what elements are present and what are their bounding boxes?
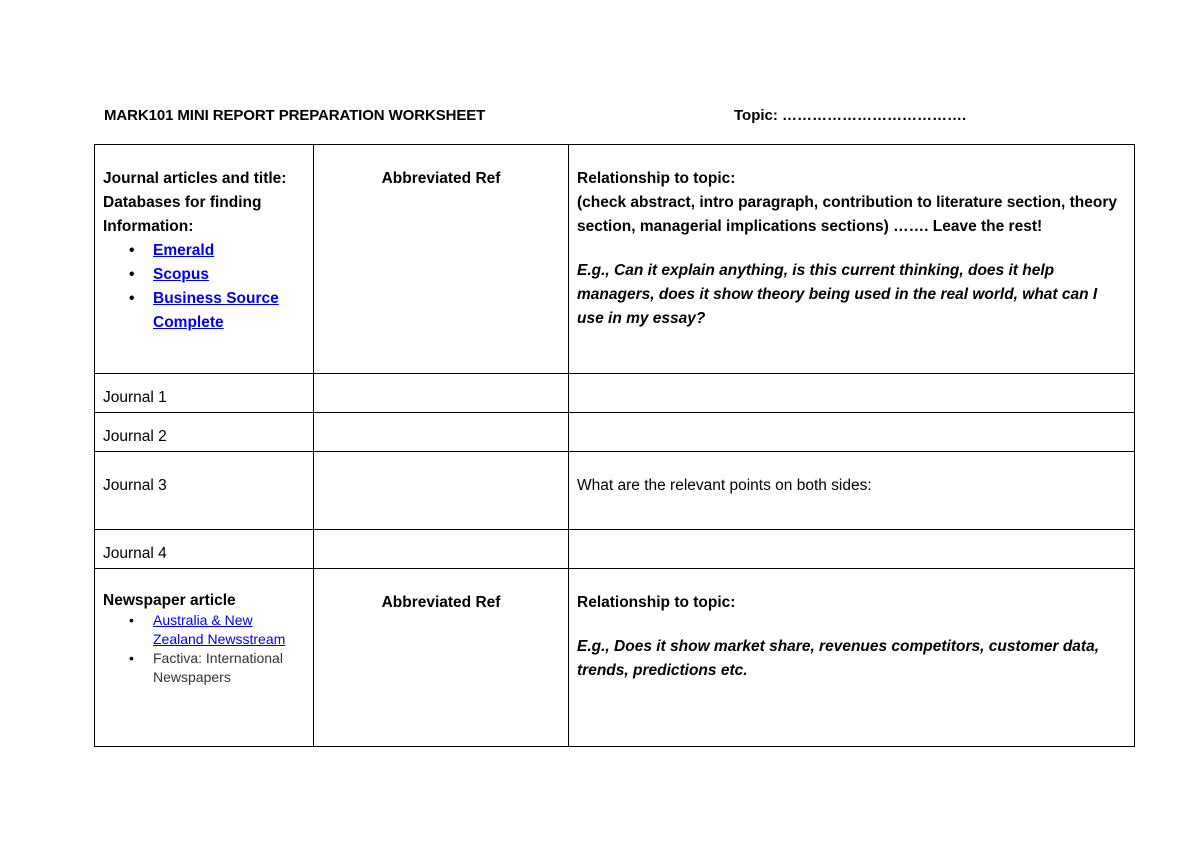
newspaper-heading: Newspaper article (103, 592, 236, 609)
worksheet-table (94, 144, 1134, 746)
journal-relationship-cell[interactable] (569, 530, 1135, 569)
newspaper-relationship-heading: Relationship to topic: (577, 594, 736, 611)
journal-articles-heading: Journal articles and title: (103, 170, 287, 187)
journal-label: Journal 1 (95, 374, 314, 413)
newspaper-source-item (153, 649, 305, 687)
journal-ref-cell[interactable] (314, 413, 569, 452)
relationship-example: E.g., Can it explain anything, is this current thinking, does it help managers, does it show theory being used in the real world, what can I use in my essay? (577, 262, 1098, 327)
journal-ref-cell[interactable] (314, 374, 569, 413)
relationship-heading-cell (569, 145, 1135, 374)
business-source-complete-link[interactable]: Business Source Complete (153, 290, 279, 331)
factiva-source: Factiva: International Newspapers (153, 650, 283, 685)
journal-row (95, 530, 1135, 569)
journal-ref-cell[interactable] (314, 452, 569, 530)
journal-relationship-cell[interactable] (569, 413, 1135, 452)
journal-relationship-cell[interactable] (569, 374, 1135, 413)
journal-row (95, 452, 1135, 530)
emerald-link[interactable]: Emerald (153, 242, 215, 259)
journals-header-cell (95, 145, 314, 374)
newspaper-relationship-example: E.g., Does it show market share, revenues competitors, customer data, trends, predictions etc. (577, 638, 1100, 679)
abbreviated-ref-heading: Abbreviated Ref (314, 145, 569, 374)
relationship-heading: Relationship to topic: (577, 170, 736, 187)
journal-label: Journal 4 (95, 530, 314, 569)
newspaper-relationship-cell (569, 569, 1135, 747)
journal-label: Journal 3 (95, 452, 314, 530)
newspaper-source-item (153, 611, 305, 649)
journal-label: Journal 2 (95, 413, 314, 452)
newspaper-cell (95, 569, 314, 747)
database-item-emerald (153, 239, 305, 263)
databases-heading: Databases for finding Information: (103, 194, 262, 235)
newspaper-row (95, 569, 1135, 747)
database-list (103, 239, 305, 335)
journals-header-row (95, 145, 1135, 374)
anz-newsstream-link[interactable]: Australia & New Zealand Newsstream (153, 612, 286, 647)
journal-row (95, 374, 1135, 413)
worksheet-title: MARK101 MINI REPORT PREPARATION WORKSHEET (104, 107, 486, 124)
database-item-scopus (153, 263, 305, 287)
newspaper-source-list (103, 611, 305, 687)
database-item-business-source (153, 287, 305, 335)
journal-row (95, 413, 1135, 452)
newspaper-abbreviated-ref-heading: Abbreviated Ref (314, 569, 569, 747)
scopus-link[interactable]: Scopus (153, 266, 209, 283)
journal-relationship-cell[interactable]: What are the relevant points on both sides: (569, 452, 1135, 530)
relationship-instructions: (check abstract, intro paragraph, contribution to literature section, theory section, managerial implications sections) ……. Leave the rest! (577, 194, 1118, 235)
topic-field: Topic: ………………………………. (734, 107, 967, 124)
journal-ref-cell[interactable] (314, 530, 569, 569)
